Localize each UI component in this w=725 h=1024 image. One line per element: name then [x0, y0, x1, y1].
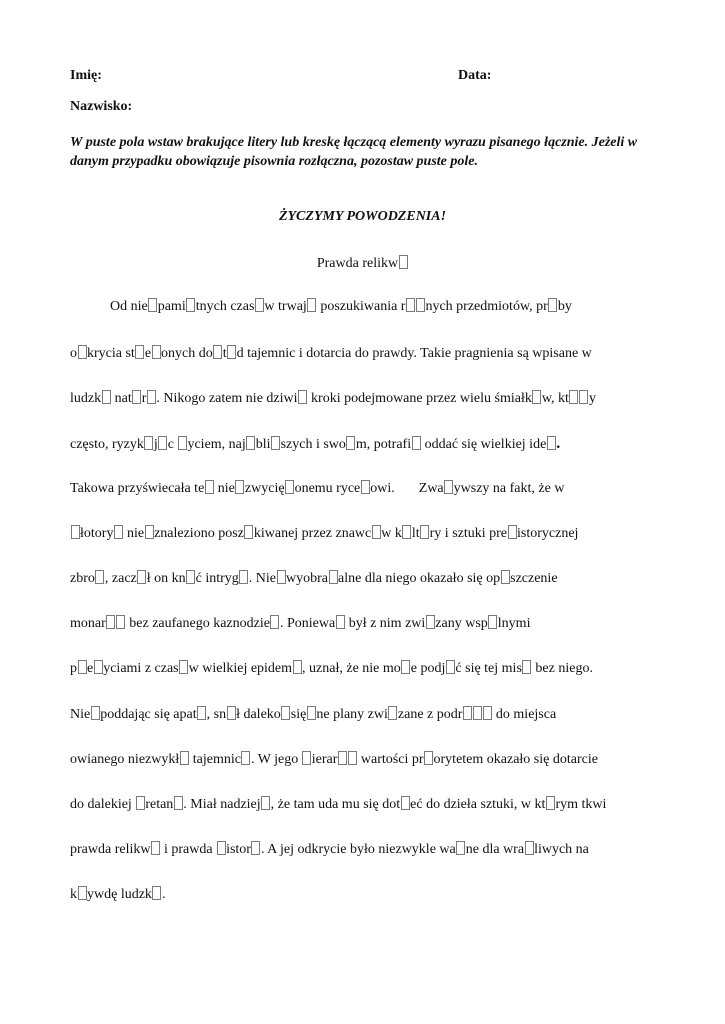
blank-box[interactable] [456, 841, 465, 855]
text-segment: wartości pr [357, 752, 424, 767]
blank-box[interactable] [463, 706, 472, 720]
blank-box[interactable] [277, 570, 286, 584]
text-segment: r [141, 391, 147, 406]
blank-box[interactable] [416, 298, 425, 312]
blank-box[interactable] [406, 298, 415, 312]
wish-heading: ŻYCZYMY POWODZENIA! [278, 209, 447, 224]
name-label: Imię: [70, 68, 102, 83]
blank-box[interactable] [144, 436, 153, 450]
exercise-title [0, 255, 725, 272]
text-segment: kiwanej przez znawc [253, 526, 372, 541]
text-segment: o [70, 346, 77, 361]
blank-box[interactable] [285, 480, 294, 494]
text-segment: do miejsca [492, 707, 557, 722]
text-segment: e [144, 346, 152, 361]
text-segment: . Poniewa [279, 616, 336, 631]
blank-box[interactable] [522, 660, 531, 674]
text-segment: tajemnic [189, 752, 241, 767]
text-segment: prawda relikw [70, 842, 151, 857]
text-segment: poddając się apat [100, 707, 197, 722]
blank-box[interactable] [78, 660, 87, 674]
exercise-title-text: Prawda relikw [316, 256, 399, 271]
blank-box[interactable] [116, 615, 125, 629]
blank-box[interactable] [361, 480, 370, 494]
text-segment: alne dla niego okazało się op [338, 571, 501, 586]
text-segment: w, kt [541, 391, 569, 406]
blank-box[interactable] [508, 525, 517, 539]
text-line [70, 751, 598, 768]
text-segment: nie [214, 481, 235, 496]
blank-box[interactable] [302, 751, 311, 765]
text-segment: , że tam uda mu się dot [270, 797, 401, 812]
blank-box[interactable] [152, 345, 161, 359]
text-segment: ł on kn [146, 571, 186, 586]
blank-box[interactable] [402, 525, 411, 539]
text-segment: . [556, 435, 561, 452]
text-segment: , uznał, że nie mo [302, 661, 401, 676]
text-segment: bli [255, 437, 271, 452]
blank-box[interactable] [114, 525, 123, 539]
text-segment: był z nim zwi [345, 616, 426, 631]
text-segment: . A jej odkrycie było niezwykle wa [260, 842, 456, 857]
blank-box[interactable] [401, 796, 410, 810]
blank-box[interactable] [151, 841, 160, 855]
surname-label: Nazwisko: [70, 99, 133, 114]
blank-box[interactable] [106, 615, 115, 629]
text-segment: szych i swo [280, 437, 346, 452]
text-segment: k [70, 887, 77, 902]
text-line [70, 525, 578, 542]
text-line [70, 570, 558, 587]
text-segment: krycia st [87, 346, 135, 361]
blank-box[interactable] [174, 796, 183, 810]
blank-box[interactable] [298, 390, 307, 404]
text-segment: lt [411, 526, 420, 541]
blank-box[interactable] [271, 436, 280, 450]
blank-box[interactable] [241, 751, 250, 765]
text-segment: eć do dzieła sztuki, w kt [410, 797, 546, 812]
text-segment: w k [381, 526, 402, 541]
blank-box[interactable] [412, 436, 421, 450]
blank-box[interactable] [227, 706, 236, 720]
blank-box[interactable] [132, 390, 141, 404]
text-segment: ry i sztuki pre [429, 526, 508, 541]
text-segment: tnych czas [195, 299, 255, 314]
text-line [110, 298, 572, 315]
blank-box[interactable] [227, 345, 236, 359]
text-segment: zwycię [244, 481, 285, 496]
text-segment: . Miał nadziej [183, 797, 261, 812]
blank-box[interactable] [548, 298, 557, 312]
text-segment: szczenie [510, 571, 558, 586]
text-segment: m, potrafi [355, 437, 412, 452]
text-segment: kroki podejmowane przez wielu śmiałk [307, 391, 532, 406]
text-segment: łotory [80, 526, 114, 541]
blank-box[interactable] [270, 615, 279, 629]
blank-box[interactable] [147, 390, 156, 404]
text-segment: e [87, 661, 94, 676]
text-line [70, 796, 606, 813]
blank-box[interactable] [158, 436, 167, 450]
blank-box[interactable] [446, 660, 455, 674]
blank-box[interactable] [426, 615, 435, 629]
blank-box[interactable] [246, 436, 255, 450]
blank-box[interactable] [137, 570, 146, 584]
text-segment: owi. [370, 481, 395, 496]
text-segment: nie [123, 526, 145, 541]
text-segment: zany wsp [435, 616, 488, 631]
text-line [70, 615, 530, 632]
blank-box[interactable] [307, 298, 316, 312]
text-segment: w wielkiej epidem [188, 661, 293, 676]
text-segment: istorycznej [517, 526, 579, 541]
blank-box[interactable] [217, 841, 226, 855]
text-segment: rym tkwi [555, 797, 607, 812]
blank-box[interactable] [94, 660, 103, 674]
text-line [70, 660, 593, 677]
blank-box[interactable] [525, 841, 534, 855]
text-segment: . Nikogo zatem nie dziwi [156, 391, 298, 406]
blank-box[interactable] [293, 660, 302, 674]
blank-box[interactable] [255, 298, 264, 312]
blank-box[interactable] [501, 570, 510, 584]
text-segment: Takowa przyświecała te [70, 481, 205, 496]
text-segment: liwych na [534, 842, 589, 857]
blank-box[interactable] [186, 570, 195, 584]
text-segment: istor [226, 842, 251, 857]
text-segment: do dalekiej [70, 797, 136, 812]
blank-box[interactable] [205, 480, 214, 494]
blank-box[interactable] [148, 298, 157, 312]
blank-box[interactable] [178, 436, 187, 450]
text-segment: j [153, 437, 158, 452]
text-segment: ć się tej mis [455, 661, 522, 676]
text-line [70, 345, 592, 362]
text-segment: ne dla wra [465, 842, 525, 857]
text-segment: onemu ryce [294, 481, 361, 496]
text-segment: ć intryg [195, 571, 239, 586]
text-segment: t [222, 346, 227, 361]
blank-box[interactable] [348, 751, 357, 765]
blank-box[interactable] [444, 480, 453, 494]
date-label: Data: [458, 68, 492, 83]
blank-box[interactable] [473, 706, 482, 720]
text-segment: , sn [206, 707, 227, 722]
text-segment: zbro [70, 571, 95, 586]
text-segment: pami [157, 299, 186, 314]
blank-box[interactable] [547, 436, 556, 450]
text-segment: ł daleko [236, 707, 281, 722]
text-segment: nych przedmiotów, pr [425, 299, 548, 314]
text-segment: nat [111, 391, 132, 406]
blank-box[interactable] [579, 390, 588, 404]
blank-box[interactable] [336, 615, 345, 629]
blank-box[interactable] [399, 255, 408, 269]
text-segment: bez niego. [531, 661, 593, 676]
text-segment: lnymi [497, 616, 531, 631]
text-segment: ierar [311, 752, 338, 767]
instruction-text: W puste pola wstaw brakujące litery lub kreskę łączącą elementy wyrazu pisanego łącznie. Jeżeli w danym przypadku obowiązuje pisownia rozłączna, pozostaw puste pole. [70, 135, 638, 169]
blank-box[interactable] [401, 660, 410, 674]
text-segment: ywszy na fakt, że w [453, 481, 565, 496]
blank-box[interactable] [281, 706, 290, 720]
blank-box[interactable] [372, 525, 381, 539]
blank-box[interactable] [244, 525, 253, 539]
text-segment: się [290, 707, 307, 722]
blank-box[interactable] [569, 390, 578, 404]
blank-box[interactable] [239, 570, 248, 584]
text-segment: wyobra [286, 571, 329, 586]
text-segment: Zwa [418, 481, 444, 496]
blank-box[interactable] [424, 751, 433, 765]
text-segment: i prawda [160, 842, 217, 857]
text-segment: monar [70, 616, 106, 631]
text-segment: Od nie [110, 299, 148, 314]
text-segment: ludzk [70, 391, 102, 406]
text-segment: , zacz [104, 571, 137, 586]
text-segment: c [167, 437, 178, 452]
text-line [70, 886, 165, 903]
blank-box[interactable] [329, 570, 338, 584]
blank-box[interactable] [251, 841, 260, 855]
blank-box[interactable] [197, 706, 206, 720]
blank-box[interactable] [388, 706, 397, 720]
text-line [70, 390, 596, 407]
text-segment: d tajemnic i dotarcia do prawdy. Takie pragnienia są wpisane w [236, 346, 592, 361]
blank-box[interactable] [180, 751, 189, 765]
text-segment: retan [145, 797, 174, 812]
blank-box[interactable] [235, 480, 244, 494]
text-segment: . [161, 887, 166, 902]
text-segment: yciem, naj [187, 437, 246, 452]
blank-box[interactable] [78, 345, 87, 359]
text-segment: bez zaufanego kaznodzie [125, 616, 270, 631]
blank-box[interactable] [213, 345, 222, 359]
blank-box[interactable] [71, 525, 80, 539]
text-segment: często, ryzyk [70, 437, 144, 452]
text-segment: poszukiwania r [316, 299, 406, 314]
text-segment: by [557, 299, 572, 314]
text-segment: ne plany zwi [316, 707, 388, 722]
text-segment: Nie [70, 707, 91, 722]
blank-box[interactable] [338, 751, 347, 765]
text-segment: y [588, 391, 596, 406]
text-segment: orytetem okazało się dotarcie [433, 752, 598, 767]
text-segment: zane z podr [397, 707, 463, 722]
text-segment: znaleziono posz [154, 526, 244, 541]
text-segment: owianego niezwykł [70, 752, 180, 767]
blank-box[interactable] [261, 796, 270, 810]
blank-box[interactable] [152, 886, 161, 900]
text-segment: onych do [161, 346, 213, 361]
text-segment: . W jego [250, 752, 302, 767]
blank-box[interactable] [145, 525, 154, 539]
blank-box[interactable] [135, 345, 144, 359]
text-segment: oddać się wielkiej ide [421, 437, 547, 452]
blank-box[interactable] [102, 390, 111, 404]
blank-box[interactable] [78, 886, 87, 900]
blank-box[interactable] [483, 706, 492, 720]
blank-box[interactable] [420, 525, 429, 539]
text-line [70, 841, 589, 858]
text-segment: yciami z czas [103, 661, 179, 676]
blank-box[interactable] [95, 570, 104, 584]
blank-box[interactable] [91, 706, 100, 720]
text-segment: e podj [410, 661, 446, 676]
blank-box[interactable] [179, 660, 188, 674]
blank-box[interactable] [532, 390, 541, 404]
text-segment: . Nie [248, 571, 277, 586]
text-segment: w trwaj [264, 299, 307, 314]
text-line [70, 706, 556, 723]
text-line [70, 480, 564, 497]
blank-box[interactable] [488, 615, 497, 629]
blank-box[interactable] [307, 706, 316, 720]
text-segment: p [70, 661, 77, 676]
blank-box[interactable] [136, 796, 145, 810]
blank-box[interactable] [546, 796, 555, 810]
text-line [70, 435, 560, 453]
blank-box[interactable] [186, 298, 195, 312]
text-segment: ywdę ludzk [87, 887, 152, 902]
blank-box[interactable] [346, 436, 355, 450]
